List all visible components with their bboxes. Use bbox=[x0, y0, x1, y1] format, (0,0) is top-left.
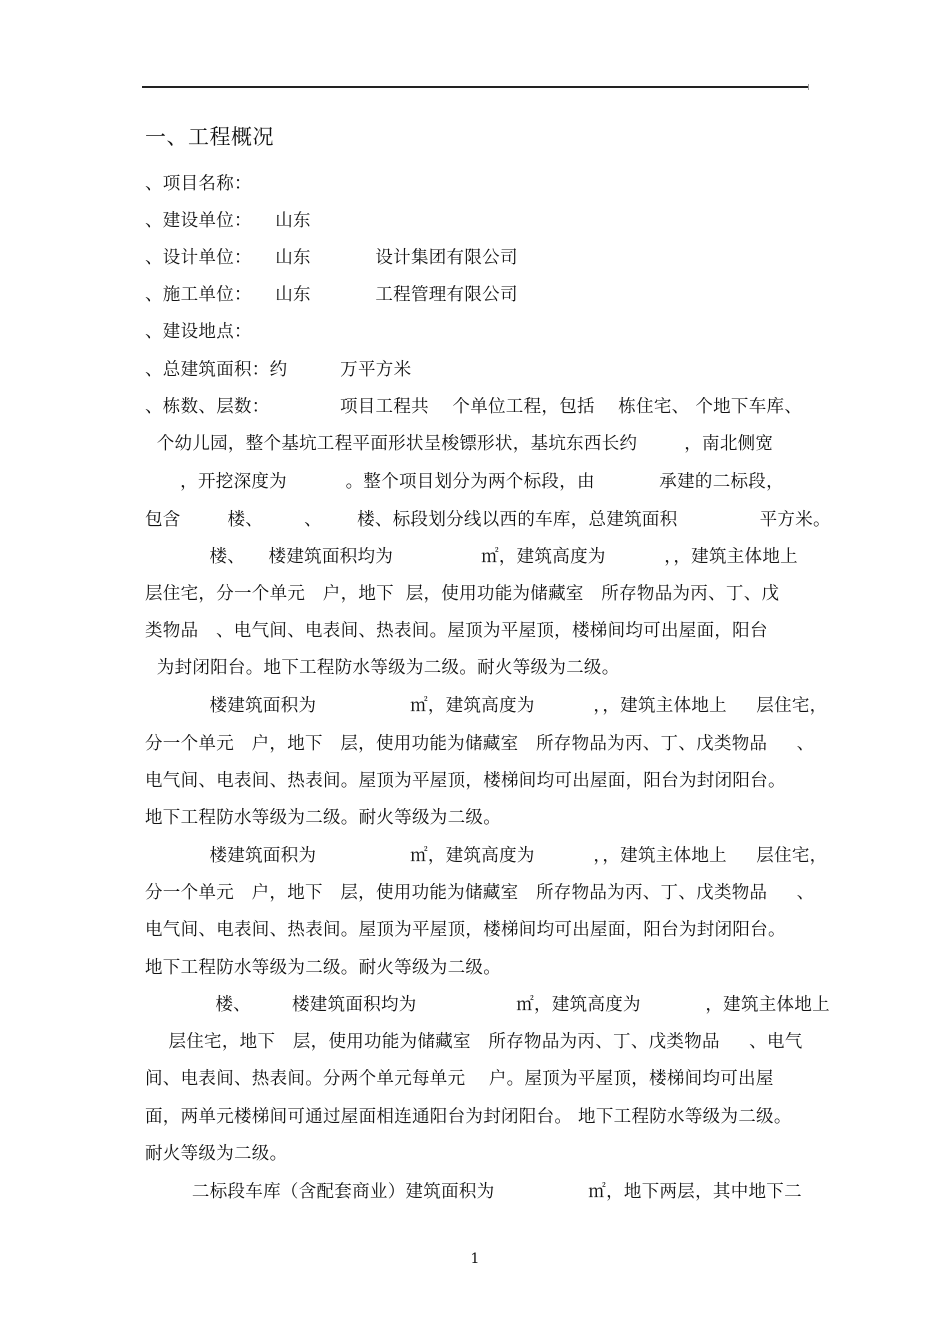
text-line: 电气间、电表间、热表间。屋顶为平屋顶，楼梯间均可出屋面，阳台为封闭阳台。 bbox=[145, 920, 786, 940]
text-line: 面，两单元楼梯间可通过屋面相连通阳台为封闭阳台。 地下工程防水等级为二级。 bbox=[145, 1107, 792, 1127]
text-line: 类物品 、电气间、电表间、热表间。屋顶为平屋顶，楼梯间均可出屋面，阳台 bbox=[145, 621, 768, 641]
text-line: ，开挖深度为 。整个项目划分为两个标段，由 承建的二标段， bbox=[145, 472, 784, 492]
text-line: 地下工程防水等级为二级。耐火等级为二级。 bbox=[145, 958, 501, 978]
text-line: 电气间、电表间、热表间。屋顶为平屋顶，楼梯间均可出屋面，阳台为封闭阳台。 bbox=[145, 771, 786, 791]
text-line: 耐火等级为二级。 bbox=[145, 1144, 288, 1164]
text-line: 、施工单位： 山东 工程管理有限公司 bbox=[145, 285, 518, 305]
text-line: 、项目名称： bbox=[145, 174, 252, 194]
text-line: 个幼儿园，整个基坑工程平面形状呈梭镖形状，基坑东西长约 ，南北侧宽 bbox=[145, 434, 774, 454]
section-heading: 一、工程概况 bbox=[145, 125, 274, 149]
text-line: 间、电表间、热表间。分两个单元每单元 户。屋顶为平屋顶，楼梯间均可出屋 bbox=[145, 1069, 774, 1089]
header-rule-end-mark bbox=[808, 84, 809, 90]
text-line: 分一个单元 户，地下 层，使用功能为储藏室 所存物品为丙、丁、戊类物品 、 bbox=[145, 734, 815, 754]
text-line: 层住宅，分一个单元 户，地下 层，使用功能为储藏室 所存物品为丙、丁、戊 bbox=[145, 584, 780, 604]
text-line: 分一个单元 户，地下 层，使用功能为储藏室 所存物品为丙、丁、戊类物品 、 bbox=[145, 883, 815, 903]
text-line: 地下工程防水等级为二级。耐火等级为二级。 bbox=[145, 808, 501, 828]
text-line: 二标段车库（含配套商业）建筑面积为 ㎡，地下两层，其中地下二 bbox=[145, 1182, 802, 1202]
text-line: 层住宅，地下 层，使用功能为储藏室 所存物品为丙、丁、戊类物品 、电气 bbox=[145, 1032, 803, 1052]
text-line: 楼、 楼建筑面积均为 ㎡，建筑高度为 ，建筑主体地上 bbox=[145, 995, 830, 1015]
text-line: 、建设单位： 山东 bbox=[145, 211, 311, 231]
text-line: 、总建筑面积：约 万平方米 bbox=[145, 360, 412, 380]
text-line: 包含 楼、 、 楼、标段划分线以西的车库，总建筑面积 平方米。 bbox=[145, 510, 831, 530]
header-rule bbox=[142, 86, 808, 88]
text-line: 为封闭阳台。地下工程防水等级为二级。耐火等级为二级。 bbox=[145, 658, 620, 678]
text-line: 楼建筑面积为 ㎡，建筑高度为 ，，建筑主体地上 层住宅， bbox=[145, 846, 828, 866]
text-line: 、栋数、层数： 项目工程共 个单位工程，包括 栋住宅、 个地下车库、 bbox=[145, 397, 803, 417]
text-line: 、设计单位： 山东 设计集团有限公司 bbox=[145, 248, 518, 268]
text-line: 楼、 楼建筑面积均为 ㎡，建筑高度为 ，，建筑主体地上 bbox=[145, 547, 798, 567]
page-number: 1 bbox=[470, 1251, 480, 1267]
text-line: 楼建筑面积为 ㎡，建筑高度为 ，，建筑主体地上 层住宅， bbox=[145, 696, 828, 716]
text-line: 、建设地点： bbox=[145, 322, 252, 342]
